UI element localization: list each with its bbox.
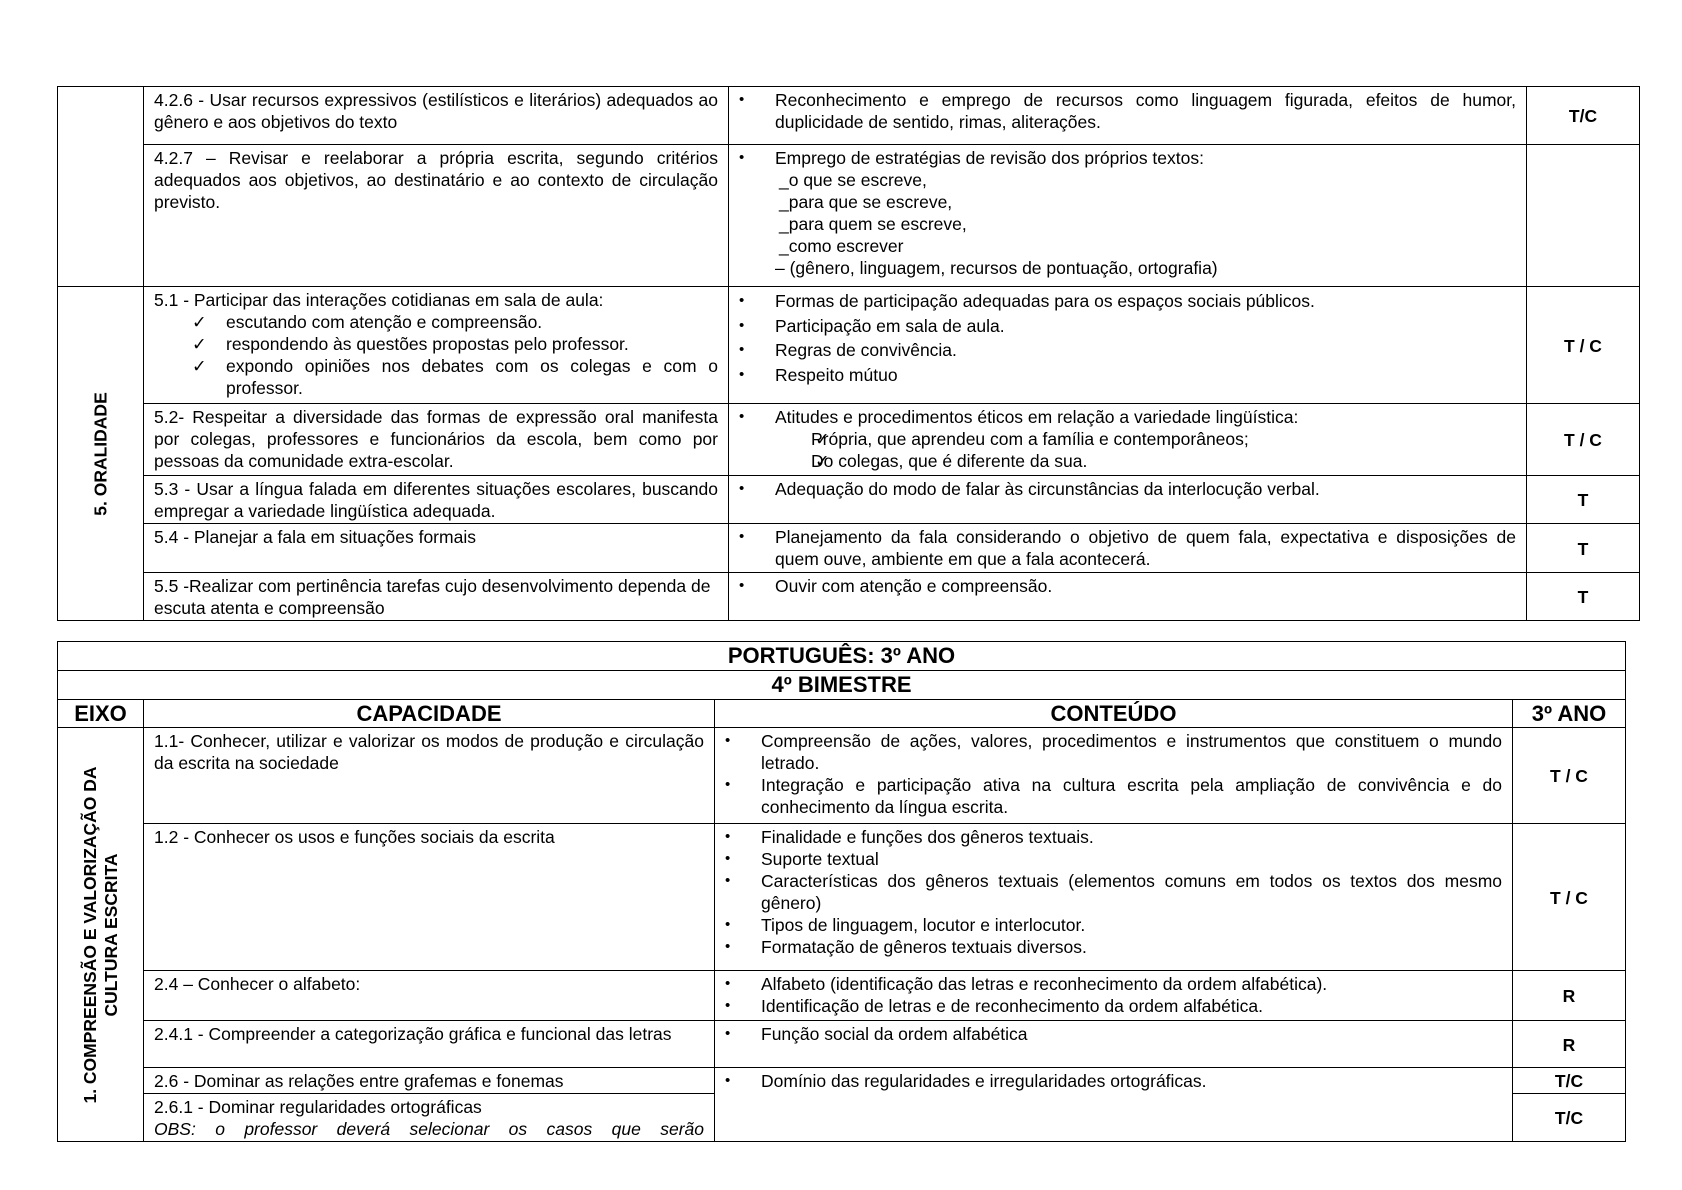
grade-cell: T / C bbox=[1513, 728, 1626, 824]
capacity-text: 2.6.1 - Dominar regularidades ortográficas bbox=[154, 1097, 482, 1117]
content-line: _o que se escreve, bbox=[779, 170, 927, 190]
list-item: • Formatação de gêneros textuais diversos. bbox=[725, 936, 1502, 958]
axis-label-line-2: CULTURA ESCRITA bbox=[100, 853, 121, 1017]
grade-cell: T bbox=[1527, 524, 1640, 573]
content-cell bbox=[715, 1068, 1513, 1142]
grade-cell bbox=[1527, 145, 1640, 287]
content-cell bbox=[729, 404, 1527, 476]
table-title: PORTUGUÊS: 3º ANO bbox=[58, 642, 1626, 671]
table-row bbox=[58, 824, 1626, 971]
content-cell bbox=[715, 971, 1513, 1021]
list-item: • Planejamento da fala considerando o objetivo de quem fala, expectativa e disposições de quem ouve, ambiente em que a fala acontecerá. bbox=[739, 526, 1516, 570]
list-item: • Finalidade e funções dos gêneros textuais. bbox=[725, 826, 1502, 848]
axis-cell-compreensao bbox=[58, 728, 144, 1142]
content-cell bbox=[729, 287, 1527, 404]
list-item: • Regras de convivência. bbox=[739, 338, 1516, 363]
capacity-cell: 5.4 - Planejar a fala em situações formais bbox=[144, 524, 729, 573]
list-item: • Reconhecimento e emprego de recursos como linguagem figurada, efeitos de humor, duplicidade de sentido, rimas, aliterações. bbox=[739, 89, 1516, 133]
obs-note: OBS: o professor deverá selecionar os casos que serão bbox=[154, 1119, 704, 1139]
capacity-cell: 4.2.6 - Usar recursos expressivos (estilísticos e literários) adequados ao gênero e aos objetivos do texto bbox=[144, 87, 729, 145]
capacity-cell: 1.1- Conhecer, utilizar e valorizar os modos de produção e circulação da escrita na sociedade bbox=[144, 728, 715, 824]
table-row bbox=[58, 1021, 1626, 1068]
grade-cell: T / C bbox=[1527, 404, 1640, 476]
list-item: • Suporte textual bbox=[725, 848, 1502, 870]
list-item: • Adequação do modo de falar às circunstâncias da interlocução verbal. bbox=[739, 478, 1516, 500]
capacity-cell bbox=[144, 1094, 715, 1142]
list-item: • Participação em sala de aula. bbox=[739, 314, 1516, 339]
grade-cell: T/C bbox=[1513, 1068, 1626, 1094]
header-conteudo: CONTEÚDO bbox=[715, 700, 1513, 728]
list-item: • Identificação de letras e de reconhecimento da ordem alfabética. bbox=[725, 995, 1502, 1017]
list-item: • Domínio das regularidades e irregularidades ortográficas. bbox=[725, 1070, 1502, 1092]
axis-label: 5. ORALIDADE bbox=[90, 391, 110, 516]
capacity-cell: 1.2 - Conhecer os usos e funções sociais da escrita bbox=[144, 824, 715, 971]
table-title-row bbox=[58, 642, 1626, 671]
list-item bbox=[739, 406, 1516, 472]
table-subtitle-row bbox=[58, 671, 1626, 700]
list-item: • Integração e participação ativa na cultura escrita pela ampliação de convivência e do conhecimento da língua escrita. bbox=[725, 774, 1502, 818]
table-row bbox=[58, 971, 1626, 1021]
list-item: • Características dos gêneros textuais (elementos comuns em todos os textos dos mesmo gênero) bbox=[725, 870, 1502, 914]
curriculum-table-continued bbox=[57, 86, 1640, 621]
axis-cell-empty bbox=[58, 87, 144, 287]
table-row bbox=[58, 145, 1640, 287]
table-row bbox=[58, 524, 1640, 573]
grade-cell: T/C bbox=[1513, 1094, 1626, 1142]
check-item: ✓ expondo opiniões nos debates com os colegas e com o professor. bbox=[154, 355, 718, 399]
table-subtitle: 4º BIMESTRE bbox=[58, 671, 1626, 700]
capacity-cell: 2.4.1 - Compreender a categorização gráfica e funcional das letras bbox=[144, 1021, 715, 1068]
capacity-cell: 5.5 -Realizar com pertinência tarefas cujo desenvolvimento dependa de escuta atenta e compreensão bbox=[144, 573, 729, 621]
header-capacidade: CAPACIDADE bbox=[144, 700, 715, 728]
content-line: _como escrever bbox=[779, 236, 904, 256]
table-row bbox=[58, 404, 1640, 476]
list-item: • Função social da ordem alfabética bbox=[725, 1023, 1502, 1045]
column-header-row bbox=[58, 700, 1626, 728]
list-item bbox=[739, 147, 1516, 279]
capacity-cell: 4.2.7 – Revisar e reelaborar a própria escrita, segundo critérios adequados aos objetivos, ao destinatário e ao contexto de circulação previsto. bbox=[144, 145, 729, 287]
table-row bbox=[58, 87, 1640, 145]
table-row bbox=[58, 1068, 1626, 1094]
list-item: • Respeito mútuo bbox=[739, 363, 1516, 388]
list-item: • Formas de participação adequadas para os espaços sociais públicos. bbox=[739, 289, 1516, 314]
capacity-cell: 5.2- Respeitar a diversidade das formas de expressão oral manifesta por colegas, professores e funcionários da escola, bem como por pessoas da comunidade extra-escolar. bbox=[144, 404, 729, 476]
header-ano: 3º ANO bbox=[1513, 700, 1626, 728]
header-eixo: EIXO bbox=[58, 700, 144, 728]
list-item: • Ouvir com atenção e compreensão. bbox=[739, 575, 1516, 597]
list-item: • Compreensão de ações, valores, procedimentos e instrumentos que constituem o mundo letrado. bbox=[725, 730, 1502, 774]
check-item: ✓ respondendo às questões propostas pelo professor. bbox=[154, 333, 718, 355]
content-cell bbox=[715, 728, 1513, 824]
table-row bbox=[58, 476, 1640, 524]
content-cell bbox=[715, 824, 1513, 971]
curriculum-table-3rd-year bbox=[57, 641, 1626, 1142]
grade-cell: R bbox=[1513, 1021, 1626, 1068]
content-cell bbox=[729, 145, 1527, 287]
grade-cell: T/C bbox=[1527, 87, 1640, 145]
content-line: – (gênero, linguagem, recursos de pontuação, ortografia) bbox=[775, 258, 1218, 278]
axis-label-line-1: 1. COMPREENSÃO E VALORIZAÇÃO DA bbox=[79, 765, 100, 1104]
capacity-cell: 5.3 - Usar a língua falada em diferentes situações escolares, buscando empregar a variedade lingüística adequada. bbox=[144, 476, 729, 524]
table-row bbox=[58, 728, 1626, 824]
table-row bbox=[58, 573, 1640, 621]
grade-cell: T / C bbox=[1513, 824, 1626, 971]
content-cell bbox=[729, 573, 1527, 621]
capacity-cell: 2.4 – Conhecer o alfabeto: bbox=[144, 971, 715, 1021]
grade-cell: T bbox=[1527, 476, 1640, 524]
list-item: • Tipos de linguagem, locutor e interlocutor. bbox=[725, 914, 1502, 936]
grade-cell: T bbox=[1527, 573, 1640, 621]
content-cell bbox=[729, 476, 1527, 524]
content-line: _para que se escreve, bbox=[779, 192, 953, 212]
check-item: ✓ Própria, que aprendeu com a família e contemporâneos; bbox=[775, 428, 1516, 450]
list-item: • Alfabeto (identificação das letras e reconhecimento da ordem alfabética). bbox=[725, 973, 1502, 995]
content-heading: Emprego de estratégias de revisão dos próprios textos: bbox=[775, 148, 1204, 168]
content-heading: Atitudes e procedimentos éticos em relação a variedade lingüística: bbox=[775, 407, 1299, 427]
content-cell bbox=[729, 87, 1527, 145]
capacity-cell bbox=[144, 287, 729, 404]
grade-cell: R bbox=[1513, 971, 1626, 1021]
content-line: _para quem se escreve, bbox=[779, 214, 967, 234]
capacity-heading: 5.1 - Participar das interações cotidianas em sala de aula: bbox=[154, 290, 604, 310]
capacity-cell: 2.6 - Dominar as relações entre grafemas e fonemas bbox=[144, 1068, 715, 1094]
check-item: ✓ escutando com atenção e compreensão. bbox=[154, 311, 718, 333]
axis-label bbox=[80, 766, 122, 1103]
check-item: ✓ Do colegas, que é diferente da sua. bbox=[775, 450, 1516, 472]
grade-cell: T / C bbox=[1527, 287, 1640, 404]
axis-cell-oralidade bbox=[58, 287, 144, 621]
content-cell bbox=[729, 524, 1527, 573]
table-row bbox=[58, 287, 1640, 404]
content-cell bbox=[715, 1021, 1513, 1068]
